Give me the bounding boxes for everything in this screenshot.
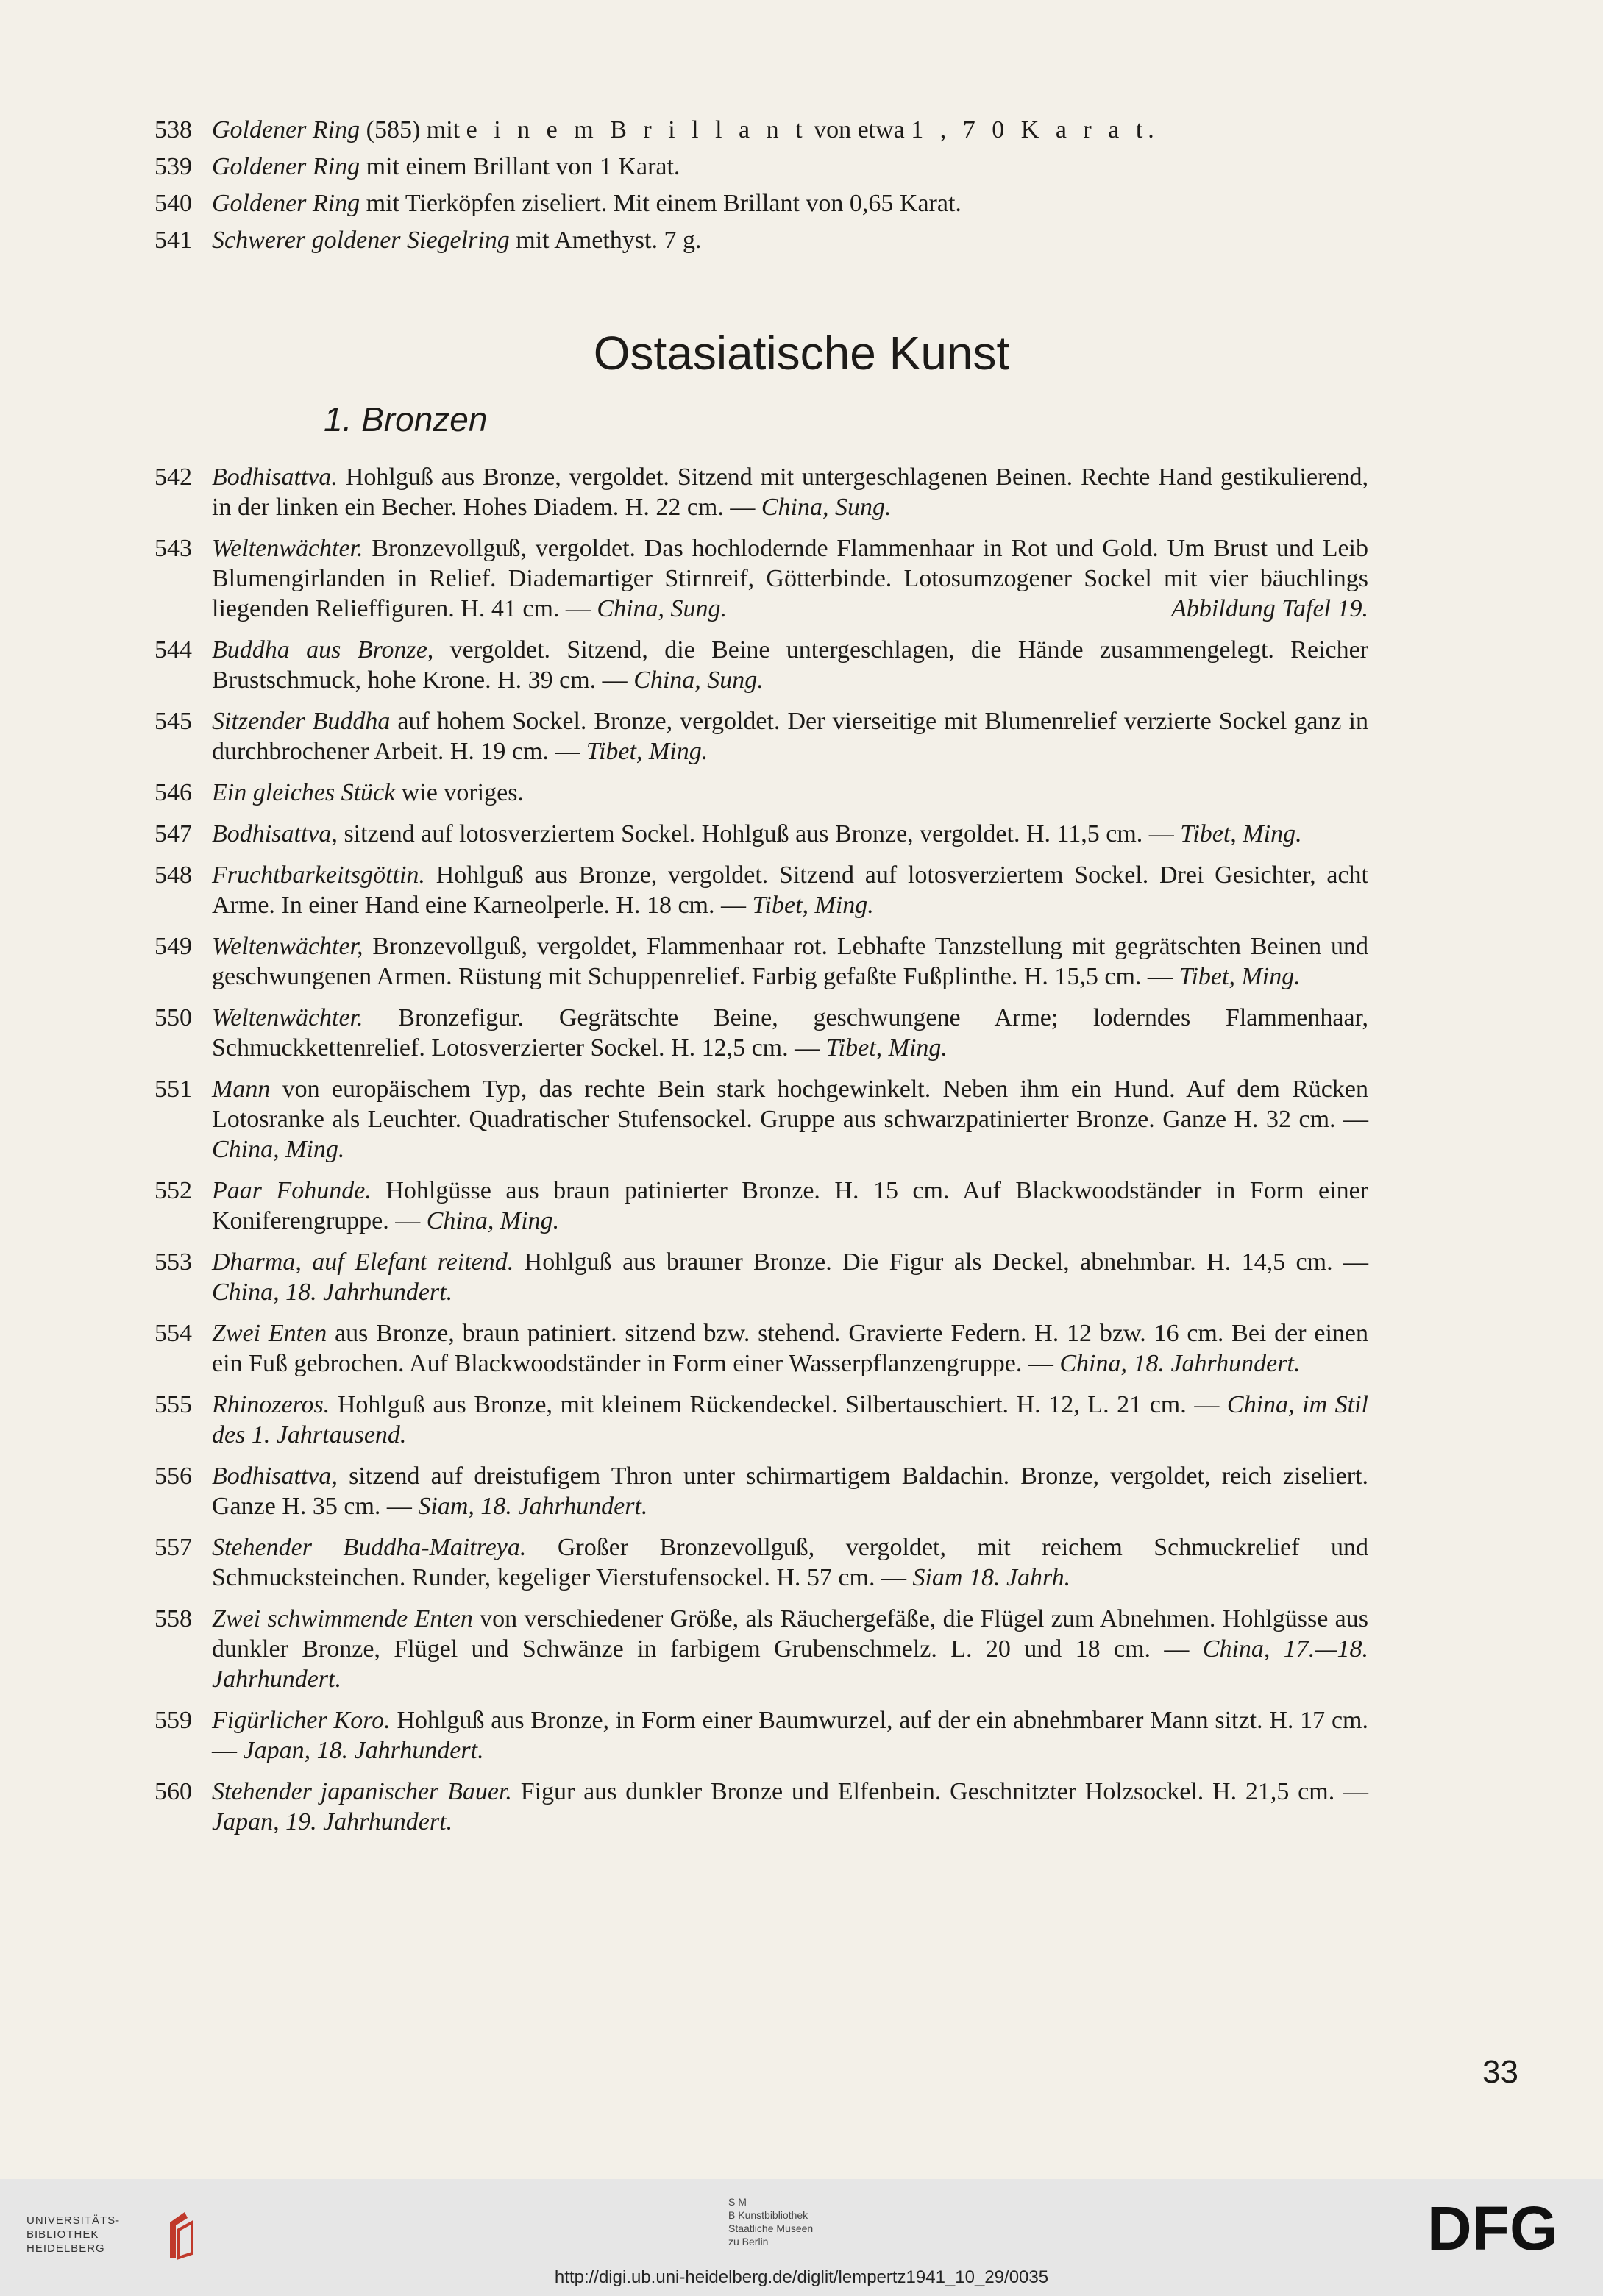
- entry-description: sitzend auf lotosverziertem Sockel. Hohlguß aus Bronze, vergoldet. H. 11,5 cm. —: [337, 820, 1181, 847]
- entry-title: Mann: [212, 1076, 271, 1103]
- entry-description: von verschiedener Größe, als Räuchergefäße, die Flügel zum Abnehmen. Hohlgüsse aus dunkler Bronze, Flügel und Schwänze in farbigem Grubenschmelz. L. 20 und 18 cm. —: [212, 1605, 1368, 1663]
- entry-number: 545: [154, 708, 192, 735]
- entry-body: [212, 1247, 1368, 1307]
- entry-title: Goldener Ring: [212, 116, 360, 143]
- entry-number: 552: [154, 1177, 192, 1204]
- catalog-entry-540: [154, 185, 1405, 222]
- entry-body: [212, 533, 1368, 624]
- entry-description: aus Bronze, braun patiniert. sitzend bzw. stehend. Gravierte Federn. H. 12 bzw. 16 cm. Bei der einen ein Fuß gebrochen. Auf Blackwoodständer in Form einer Wasserpflanzengruppe. —: [212, 1320, 1368, 1377]
- entry-origin: Tibet, Ming.: [1180, 820, 1302, 847]
- entry-number: 541: [154, 227, 192, 254]
- dfg-logo[interactable]: [1427, 2200, 1574, 2258]
- entry-description: sitzend auf dreistufigem Thron unter schirmartigem Baldachin. Bronze, vergoldet, reich ziseliert. Ganze H. 35 cm. —: [212, 1462, 1368, 1520]
- entry-title: Ein gleiches Stück: [212, 779, 396, 806]
- entry-title: Zwei Enten: [212, 1320, 327, 1347]
- entry-body: [212, 1532, 1368, 1593]
- catalog-entry-558: [154, 1604, 1368, 1694]
- entry-description: Hohlgüsse aus braun patinierter Bronze. H. 15 cm. Auf Blackwoodständer in Form einer Koniferengruppe. —: [212, 1177, 1368, 1234]
- entry-body: [212, 1074, 1368, 1165]
- entry-description: von europäischem Typ, das rechte Bein stark hochgewinkelt. Neben ihm ein Hund. Auf dem Rücken Lotosranke als Leuchter. Quadratischer Stufensockel. Gruppe aus schwarzpatinierter Bronze. Ganze H. 32 cm. —: [212, 1076, 1368, 1133]
- entry-title: Goldener Ring: [212, 153, 360, 180]
- entry-origin: China, 18. Jahrhundert.: [1059, 1350, 1301, 1377]
- entry-title: Stehender Buddha-Maitreya.: [212, 1534, 527, 1561]
- entry-title: Weltenwächter.: [212, 535, 363, 562]
- entry-title: Schwerer goldener Siegelring: [212, 227, 510, 254]
- catalog-entry-556: [154, 1461, 1368, 1521]
- entry-body: [212, 1176, 1368, 1236]
- entry-number: 543: [154, 535, 192, 562]
- catalog-entry-541: [154, 222, 1405, 259]
- entry-origin: Japan, 19. Jahrhundert.: [212, 1808, 453, 1835]
- entry-body: [212, 1705, 1368, 1766]
- entry-body: [212, 931, 1368, 992]
- entry-text-spaced: 1 , 7 0 K a r a t: [911, 116, 1148, 143]
- entry-body: [212, 1318, 1368, 1379]
- entry-number: 548: [154, 861, 192, 889]
- top-entries: [154, 112, 1405, 259]
- entry-body: [212, 1003, 1368, 1063]
- entry-title: Paar Fohunde.: [212, 1177, 372, 1204]
- entry-description: Großer Bronzevollguß, vergoldet, mit reichem Schmuckrelief und Schmucksteinchen. Runder, kegeliger Vierstufensockel. H. 57 cm. —: [212, 1534, 1368, 1591]
- catalog-entry-546: [154, 778, 1368, 808]
- entry-number: 551: [154, 1076, 192, 1103]
- entry-body: [212, 819, 1368, 849]
- catalog-entry-539: [154, 149, 1405, 185]
- entry-title: Bodhisattva.: [212, 463, 338, 491]
- entry-description: Hohlguß aus Bronze, vergoldet. Sitzend mit untergeschlagenen Beinen. Rechte Hand gestikulierend, in der linken ein Becher. Hohes Diadem. H. 22 cm. —: [212, 463, 1368, 521]
- catalog-entry-547: [154, 819, 1368, 849]
- entry-origin: Tibet, Ming.: [1179, 963, 1301, 990]
- entry-title: Sitzender Buddha: [212, 708, 391, 735]
- page-number: 33: [1482, 2054, 1518, 2090]
- entry-description: Figur aus dunkler Bronze und Elfenbein. Geschnitzter Holzsockel. H. 21,5 cm. —: [511, 1778, 1368, 1805]
- entry-description: auf hohem Sockel. Bronze, vergoldet. Der vierseitige mit Blumenrelief verzierte Sockel ganz in durchbrochener Arbeit. H. 19 cm. —: [212, 708, 1368, 765]
- entry-number: 544: [154, 636, 192, 664]
- entry-number: 559: [154, 1707, 192, 1734]
- entry-number: 558: [154, 1605, 192, 1632]
- entry-description: Hohlguß aus brauner Bronze. Die Figur als Deckel, abnehmbar. H. 14,5 cm. —: [513, 1248, 1368, 1276]
- footer-bar: [0, 2179, 1603, 2296]
- entry-origin: Siam 18. Jahrh.: [912, 1564, 1071, 1591]
- entry-title: Rhinozeros.: [212, 1391, 330, 1418]
- entry-body: [212, 860, 1368, 920]
- catalog-entry-557: [154, 1532, 1368, 1593]
- entry-title: Buddha aus Bronze,: [212, 636, 434, 664]
- entry-origin: China, Ming.: [212, 1136, 345, 1163]
- catalog-entry-560: [154, 1777, 1368, 1837]
- catalog-entry-555: [154, 1390, 1368, 1450]
- entry-description: Hohlguß aus Bronze, in Form einer Baumwurzel, auf der ein abnehmbarer Mann sitzt. H. 17 cm. —: [212, 1707, 1368, 1764]
- entry-body: [212, 462, 1368, 522]
- entry-number: 546: [154, 779, 192, 806]
- entry-body: [212, 706, 1368, 767]
- entry-number: 555: [154, 1391, 192, 1418]
- entry-number: 540: [154, 190, 192, 217]
- entry-number: 547: [154, 820, 192, 847]
- entry-text: mit Amethyst. 7 g.: [509, 227, 702, 254]
- entry-origin: China, Sung.: [633, 667, 764, 694]
- entry-description: vergoldet. Sitzend, die Beine untergeschlagen, die Hände zusammengelegt. Reicher Brustschmuck, hohe Krone. H. 39 cm. —: [212, 636, 1369, 694]
- entry-origin: China, 17.—18. Jahrhundert.: [212, 1635, 1369, 1693]
- catalog-entry-550: [154, 1003, 1368, 1063]
- entry-text: mit einem Brillant von 1 Karat.: [360, 153, 680, 180]
- entry-number: 554: [154, 1320, 192, 1347]
- source-url-link[interactable]: http://digi.ub.uni-heidelberg.de/diglit/lempertz1941_10_29/0035: [554, 2267, 1049, 2287]
- entry-text: mit Tierköpfen ziseliert. Mit einem Brillant von 0,65 Karat.: [360, 190, 962, 217]
- catalog-entry-553: [154, 1247, 1368, 1307]
- entry-number: 549: [154, 933, 192, 960]
- entry-body: [212, 1390, 1368, 1450]
- entry-description: Bronzevollguß, vergoldet. Das hochlodernde Flammenhaar in Rot und Gold. Um Brust und Leib Blumengirlanden in Relief. Diademartiger Stirnreif, Götterbinde. Lotosumzogener Sockel mit vier bäuchlings liegenden Relieffiguren. H. 41 cm. —: [212, 535, 1368, 622]
- entry-title: Bodhisattva,: [212, 1462, 338, 1490]
- entry-origin: Tibet, Ming.: [586, 738, 708, 765]
- catalog-entry-552: [154, 1176, 1368, 1236]
- entry-title: Dharma, auf Elefant reitend.: [212, 1248, 514, 1276]
- entry-title: Weltenwächter.: [212, 1004, 363, 1031]
- entry-body: [212, 1604, 1368, 1694]
- subsection-heading: 1. Bronzen: [324, 400, 488, 438]
- dfg-logo-text: DFG: [1427, 2200, 1558, 2258]
- entry-number: 556: [154, 1462, 192, 1490]
- entry-description: Bronzefigur. Gegrätschte Beine, geschwungene Arme; loderndes Flammenhaar, Schmuckkettenrelief. Lotosverzierter Sockel. H. 12,5 cm. —: [212, 1004, 1368, 1062]
- entry-title: Bodhisattva,: [212, 820, 338, 847]
- catalog-entry-559: [154, 1705, 1368, 1766]
- library-emblem-icon: [163, 2209, 199, 2261]
- entry-title: Stehender japanischer Bauer.: [212, 1778, 512, 1805]
- plate-reference: Abbildung Tafel 19.: [1171, 595, 1368, 622]
- entry-origin: China, Sung.: [597, 595, 728, 622]
- entry-origin: Siam, 18. Jahrhundert.: [418, 1493, 648, 1520]
- entry-title: Weltenwächter,: [212, 933, 363, 960]
- entry-body: [212, 778, 1368, 808]
- entry-origin: China, im Stil des 1. Jahrtausend.: [212, 1391, 1368, 1449]
- entry-title: Zwei schwimmende Enten: [212, 1605, 473, 1632]
- university-name: UNIVERSITÄTS- BIBLIOTHEK HEIDELBERG: [26, 2214, 121, 2255]
- catalog-entry-538: [154, 112, 1405, 149]
- catalog-entry-545: [154, 706, 1368, 767]
- entry-description: wie voriges.: [395, 779, 524, 806]
- entry-number: 538: [154, 116, 192, 143]
- entry-number: 542: [154, 463, 192, 491]
- university-library-logo[interactable]: [26, 2197, 196, 2264]
- entry-number: 557: [154, 1534, 192, 1561]
- entry-description: Bronzevollguß, vergoldet, Flammenhaar rot. Lebhafte Tanzstellung mit gegrätschten Beinen und geschwungenen Armen. Rüstung mit Schuppenrelief. Farbig gefaßte Fußplinthe. H. 15,5 cm. —: [212, 933, 1368, 990]
- catalog-entry-551: [154, 1074, 1368, 1165]
- entry-body: [212, 1777, 1368, 1837]
- entry-number: 560: [154, 1778, 192, 1805]
- entry-origin: China, Sung.: [761, 494, 892, 521]
- kunstbibliothek-logo[interactable]: S M B Kunstbibliothek Staatliche Museen zu Berlin: [728, 2196, 814, 2247]
- entry-number: 553: [154, 1248, 192, 1276]
- entry-origin: Japan, 18. Jahrhundert.: [243, 1737, 484, 1764]
- entry-description: Hohlguß aus Bronze, mit kleinem Rückendeckel. Silbertauschiert. H. 12, L. 21 cm. —: [330, 1391, 1227, 1418]
- catalog-entry-542: [154, 462, 1368, 522]
- catalog-entries: [154, 462, 1368, 1848]
- catalog-entry-543: [154, 533, 1368, 624]
- entry-origin: China, 18. Jahrhundert.: [212, 1279, 453, 1306]
- entry-body: [212, 635, 1368, 695]
- entry-description: Hohlguß aus Bronze, vergoldet. Sitzend auf lotosverziertem Sockel. Drei Gesichter, acht Arme. In einer Hand eine Karneolperle. H. 18 cm. —: [212, 861, 1368, 919]
- entry-text-spaced: e i n e m B r i l l a n t: [466, 116, 808, 143]
- entry-number: 539: [154, 153, 192, 180]
- entry-text: von etwa: [807, 116, 911, 143]
- section-heading: Ostasiatische Kunst: [593, 327, 1010, 380]
- entry-title: Figürlicher Koro.: [212, 1707, 391, 1734]
- catalog-entry-544: [154, 635, 1368, 695]
- entry-title: Fruchtbarkeitsgöttin.: [212, 861, 425, 889]
- entry-title: Goldener Ring: [212, 190, 360, 217]
- entry-text: (585) mit: [360, 116, 466, 143]
- entry-text: .: [1148, 116, 1154, 143]
- catalog-entry-554: [154, 1318, 1368, 1379]
- catalog-entry-549: [154, 931, 1368, 992]
- entry-origin: China, Ming.: [426, 1207, 560, 1234]
- entry-body: [212, 1461, 1368, 1521]
- entry-origin: Tibet, Ming.: [752, 892, 874, 919]
- entry-origin: Tibet, Ming.: [825, 1034, 948, 1062]
- catalog-entry-548: [154, 860, 1368, 920]
- entry-number: 550: [154, 1004, 192, 1031]
